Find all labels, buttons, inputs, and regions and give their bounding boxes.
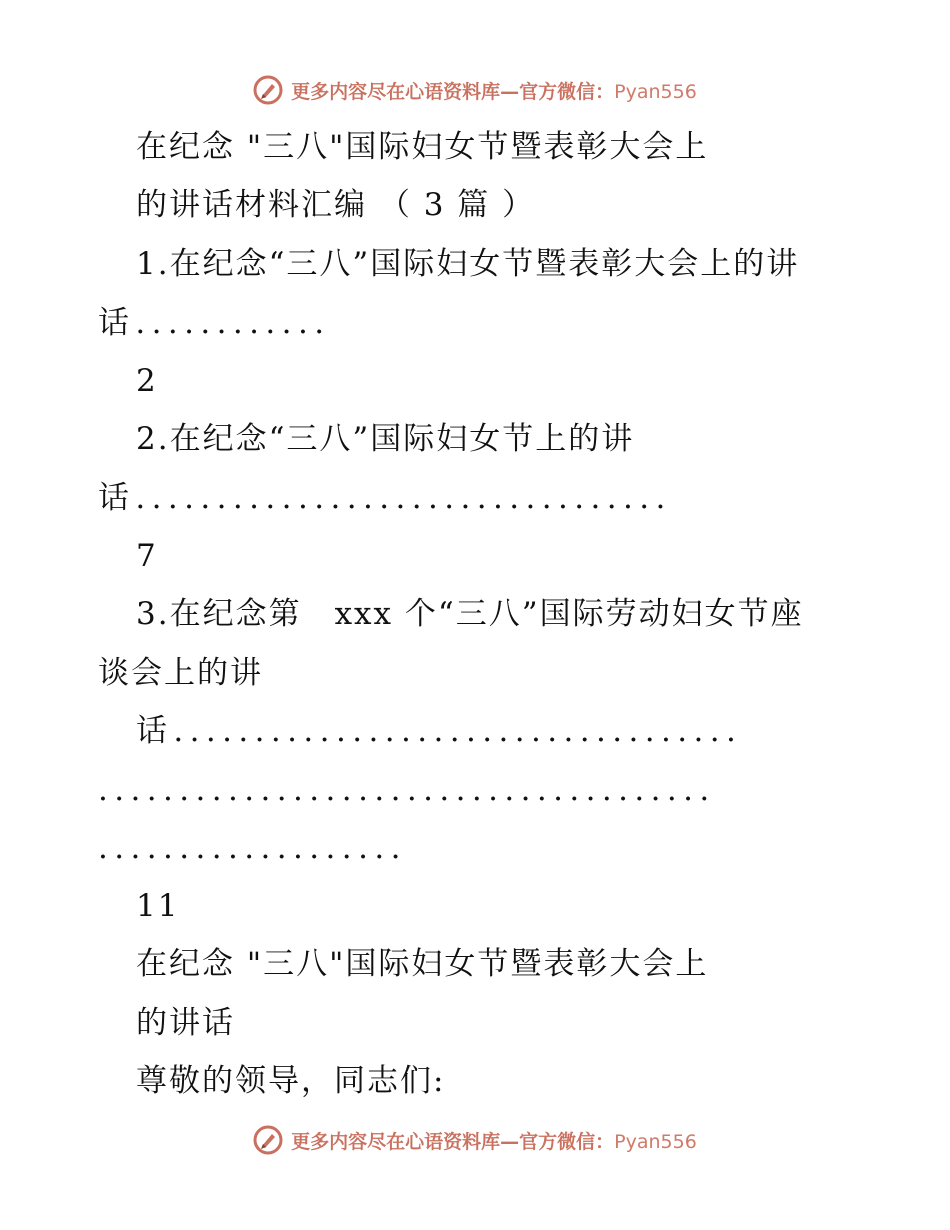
toc-item-3-line-2: 谈会上的讲 (98, 655, 263, 691)
section-title-line-1: 在纪念 "三八"国际妇女节暨表彰大会上 (136, 946, 709, 982)
toc-item-3-line-3c: ................... (98, 830, 407, 866)
toc-item-2-line-2: 话................................. (98, 480, 672, 516)
toc-item-3-line-3a: 话................................... (136, 713, 743, 749)
toc-item-3-line-3b: ...................................... (98, 772, 716, 808)
doc-title-line-2: 的讲话材料汇编 （ 3 篇 ） (136, 187, 536, 223)
toc-item-1-page: 2 (136, 363, 158, 399)
wechat-id: Pyan556 (614, 1130, 697, 1153)
pen-logo-icon (253, 75, 283, 105)
toc-item-2-line-1: 2.在纪念“三八”国际妇女节上的讲 (136, 421, 635, 457)
header-watermark-text: 更多内容尽在心语资料库—官方微信：Pyan556 (291, 80, 697, 103)
doc-title-line-1: 在纪念 "三八"国际妇女节暨表彰大会上 (136, 129, 709, 165)
pen-logo-icon (253, 1125, 283, 1155)
footer-watermark (0, 1120, 950, 1160)
footer-watermark-text: 更多内容尽在心语资料库—官方微信：Pyan556 (291, 1130, 697, 1153)
wechat-id: Pyan556 (614, 80, 697, 103)
toc-item-3-line-1: 3.在纪念第 xxx 个“三八”国际劳动妇女节座 (136, 596, 804, 632)
toc-item-3-page: 11 (136, 888, 180, 924)
salutation: 尊敬的领导，同志们: (136, 1063, 446, 1099)
header-watermark (0, 70, 950, 110)
section-title-line-2: 的讲话 (136, 1005, 235, 1041)
toc-item-1-line-2: 话............ (98, 305, 331, 341)
toc-item-1-line-1: 1.在纪念“三八”国际妇女节暨表彰大会上的讲 (136, 246, 800, 282)
toc-item-2-page: 7 (136, 538, 158, 574)
